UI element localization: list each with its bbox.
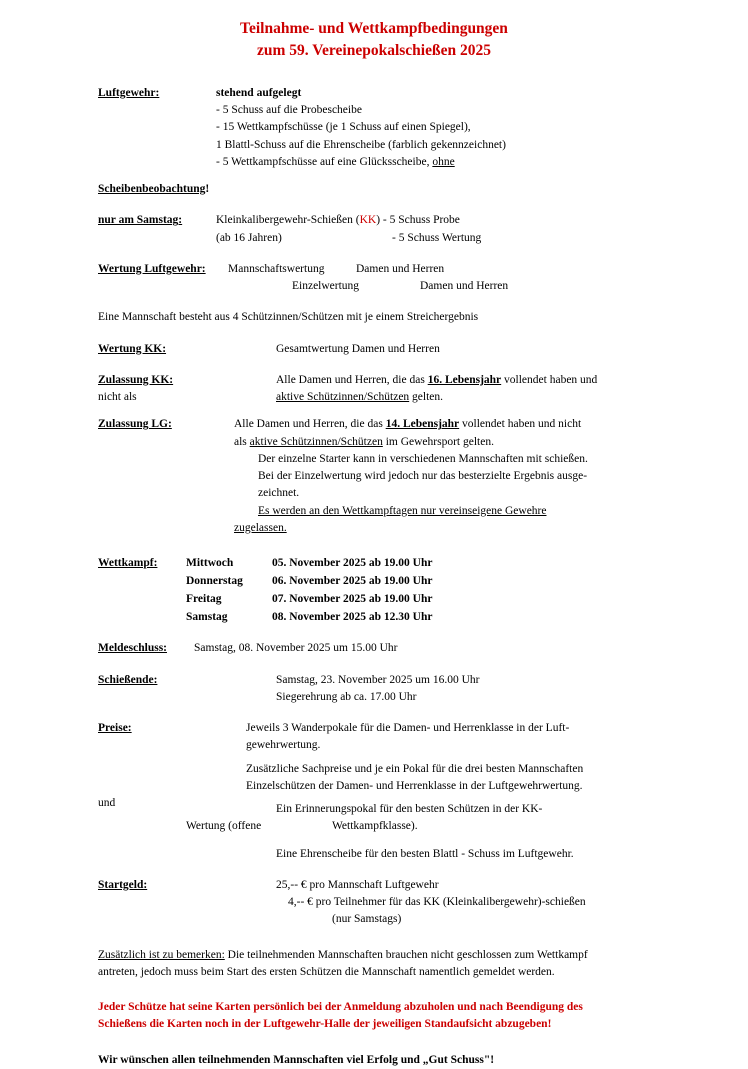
page-title: [0, 18, 748, 63]
wertung-lg-line-2: [228, 278, 724, 295]
zulassung-lg-l1a: Alle Damen und Herren, die das: [234, 418, 386, 431]
wettkampf-date: 05. November 2025 ab 19.00 Uhr: [272, 557, 433, 570]
document-page: [0, 18, 748, 1066]
zulassung-lg-line-2: [234, 434, 724, 451]
zulassung-lg-l2b: im Gewehrsport gelten.: [382, 435, 494, 448]
label-wettkampf: Wettkampf:: [98, 557, 158, 570]
mannschaft-hinweis-text: Eine Mannschaft besteht aus 4 Schützinnen/Schützen mit je einem Streichergebnis: [98, 311, 479, 324]
value-samstag: [216, 212, 724, 247]
luftgewehr-heading: stehend aufgelegt: [216, 86, 302, 99]
label-preise: Preise:: [98, 722, 132, 735]
title-line-1: Teilnahme- und Wettkampfbedingungen: [240, 20, 508, 37]
zusaetzlich-text-1: Die teilnehmenden Mannschaften brauchen nicht geschlossen zum Wettkampf: [224, 948, 588, 961]
samstag-line2-right: - 5 Schuss Wertung: [392, 231, 482, 244]
section-zulassung-lg: [98, 416, 724, 537]
startgeld-line-3: (nur Samstags): [332, 913, 402, 926]
wettkampf-date: 06. November 2025 ab 19.00 Uhr: [272, 575, 433, 587]
schiessende-line-2: Siegerehrung ab ca. 17.00 Uhr: [276, 690, 417, 703]
label-samstag: [98, 212, 216, 229]
preise-line-1: Jeweils 3 Wanderpokale für die Damen- und Herrenklasse in der Luft-: [246, 722, 570, 735]
zusaetzlich-line-2: antreten, jedoch muss beim Start des ersten Schützen die Mannschaft namentlich gemeldet werden.: [98, 965, 555, 978]
wettkampf-day: Mittwoch: [186, 557, 234, 570]
scheibenbeobachtung-suffix: !: [205, 183, 210, 196]
label-zulassung-lg: Zulassung LG:: [98, 418, 172, 431]
zulassung-lg-line-3: Der einzelne Starter kann in verschiedenen Mannschaften mit schießen.: [258, 452, 588, 465]
zusaetzlich-line-1: [98, 947, 724, 964]
rot-hinweis-line-2: Schießens die Karten noch in der Luftgewehr-Halle der jeweiligen Standaufsicht abzugeben!: [98, 1018, 552, 1031]
value-rot-hinweis: [98, 999, 724, 1034]
section-scheibenbeobachtung: [98, 181, 724, 198]
luftgewehr-line-3: 1 Blattl-Schuss auf die Ehrenscheibe (farblich gekennzeichnet): [216, 138, 506, 151]
zulassung-lg-l2a: als: [234, 435, 250, 448]
wettkampf-day: Samstag: [186, 610, 228, 623]
label-preise-wrap: [98, 720, 186, 813]
value-zulassung-kk: [216, 372, 724, 407]
section-wunsch: [98, 1052, 724, 1069]
wettkampf-row: [186, 609, 724, 627]
section-wertung-kk: [98, 341, 724, 358]
wertung-lg-einzel-klassen: Damen und Herren: [420, 280, 509, 293]
zulassung-lg-l1u: 14. Lebensjahr: [385, 418, 460, 431]
section-luftgewehr: [98, 85, 724, 171]
section-wettkampf: [98, 555, 724, 626]
zulassung-lg-l1b: vollendet haben und nicht: [459, 418, 582, 431]
value-schiessende: [216, 672, 724, 707]
wettkampf-date: 08. November 2025 ab 12.30 Uhr: [272, 610, 433, 623]
samstag-text-before: Kleinkalibergewehr-Schießen (: [216, 214, 360, 227]
samstag-line-1: [216, 212, 724, 229]
label-scheibenbeobachtung: Scheibenbeobachtung: [98, 183, 206, 196]
startgeld-line-2: 4,-- € pro Teilnehmer für das KK (Kleinkalibergewehr)-schießen: [288, 896, 586, 909]
wettkampf-day: Donnerstag: [186, 575, 243, 587]
preise-line-5: Ein Erinnerungspokal für den besten Schützen in der KK-: [276, 803, 543, 816]
scheibenbeobachtung-line: [98, 181, 724, 198]
section-zulassung-kk: [98, 372, 724, 407]
rot-hinweis-line-1: Jeder Schütze hat seine Karten persönlich bei der Anmeldung abzuholen und nach Beendigung des: [98, 1001, 583, 1014]
wertung-lg-mannschaft-klassen: Damen und Herren: [356, 262, 445, 275]
title-line-2: zum 59. Vereinepokalschießen 2025: [257, 42, 491, 60]
value-meldeschluss: Samstag, 08. November 2025 um 15.00 Uhr: [194, 642, 398, 655]
section-rot-hinweis: [98, 999, 724, 1034]
wettkampf-row: [186, 573, 724, 591]
wettkampf-row: [186, 591, 724, 609]
samstag-line2-left: (ab 16 Jahren): [216, 231, 282, 244]
zulassung-lg-line-6: Es werden an den Wettkampftagen nur vereinseigene Gewehre: [258, 504, 547, 517]
zulassung-kk-l2b: gelten.: [409, 391, 444, 404]
label-meldeschluss: Meldeschluss:: [98, 642, 167, 655]
label-zusaetzlich: Zusätzlich ist zu bemerken:: [98, 948, 225, 961]
label-zulassung-kk-wrap: [98, 372, 216, 407]
value-startgeld: [216, 877, 724, 929]
label-startgeld: Startgeld:: [98, 878, 148, 891]
section-schiessende: [98, 672, 724, 707]
wettkampf-day: Freitag: [186, 592, 222, 605]
wettkampf-row: [186, 555, 724, 573]
value-zusaetzlich: [98, 947, 724, 982]
luftgewehr-line-2: - 15 Wettkampfschüsse (je 1 Schuss auf einen Spiegel),: [216, 121, 471, 134]
value-wertung-kk: Gesamtwertung Damen und Herren: [276, 342, 440, 355]
startgeld-line-1: 25,-- € pro Mannschaft Luftgewehr: [276, 878, 439, 891]
preise-line-7: Eine Ehrenscheibe für den besten Blattl - Schuss im Luftgewehr.: [276, 847, 574, 860]
zulassung-lg-line-4: Bei der Einzelwertung wird jedoch nur das besterzielte Ergebnis ausge-: [258, 470, 588, 483]
luftgewehr-ohne: ohne: [432, 155, 455, 168]
zulassung-lg-line-7: zugelassen.: [234, 521, 287, 534]
label-wertung-kk: Wertung KK:: [98, 342, 167, 355]
zulassung-kk-line-1: [276, 372, 724, 389]
luftgewehr-line-4: - 5 Wettkampfschüsse auf eine Glücksscheibe, ohne: [216, 155, 455, 168]
label-zulassung-kk-nichtals: nicht als: [98, 391, 137, 404]
samstag-text-after: ) - 5 Schuss Probe: [376, 214, 460, 227]
document-body: [98, 85, 724, 1069]
label-samstag-text: nur am Samstag:: [98, 214, 183, 227]
label-schiessende: Schießende:: [98, 673, 158, 686]
label-wertung-luftgewehr: Wertung Luftgewehr:: [98, 262, 206, 275]
preise-line-4: Einzelschützen der Damen- und Herrenklasse in der Luftgewehrwertung.: [246, 779, 583, 792]
section-zusaetzlich: [98, 947, 724, 982]
samstag-line-2: [216, 230, 724, 247]
section-mannschaft-hinweis: [98, 309, 724, 326]
section-samstag: [98, 212, 724, 247]
preise-line-6-row: [186, 818, 724, 835]
value-preise: [186, 720, 724, 863]
label-preise-und: und: [98, 797, 116, 810]
value-zulassung-lg: [216, 416, 724, 537]
zulassung-kk-l1u: 16. Lebensjahr: [427, 373, 502, 386]
section-wertung-lg: [98, 261, 724, 296]
zulassung-lg-line-5: zeichnet.: [258, 487, 300, 500]
wertung-lg-line-1: [228, 261, 724, 278]
wertung-lg-einzel: Einzelwertung: [292, 280, 360, 293]
zulassung-kk-l1a: Alle Damen und Herren, die das: [276, 373, 428, 386]
label-zulassung-kk: Zulassung KK:: [98, 373, 174, 386]
section-startgeld: [98, 877, 724, 929]
preise-line-2: gewehrwertung.: [246, 739, 321, 752]
value-wettkampf: [186, 555, 724, 626]
label-luftgewehr: Luftgewehr:: [98, 86, 160, 99]
zulassung-kk-l1b: vollendet haben und: [501, 373, 598, 386]
luftgewehr-line-1: - 5 Schuss auf die Probescheibe: [216, 104, 362, 117]
wertung-lg-mannschaft: Mannschaftswertung: [228, 262, 325, 275]
schiessende-line-1: Samstag, 23. November 2025 um 16.00 Uhr: [276, 673, 480, 686]
wettkampf-date: 07. November 2025 ab 19.00 Uhr: [272, 592, 433, 605]
section-preise: [98, 720, 724, 863]
value-luftgewehr: [216, 85, 724, 171]
preise-line-3: Zusätzliche Sachpreise und je ein Pokal für die drei besten Mannschaften: [246, 762, 584, 775]
section-meldeschluss: [98, 640, 724, 657]
value-wertung-luftgewehr: [228, 261, 724, 296]
zulassung-kk-l2u: aktive Schützinnen/Schützen: [276, 391, 410, 404]
wunsch-text: Wir wünschen allen teilnehmenden Mannschaften viel Erfolg und „Gut Schuss"!: [98, 1053, 495, 1066]
preise-line-6: Wettkampfklasse).: [332, 820, 418, 833]
zulassung-kk-line-2: [276, 389, 724, 406]
label-preise-wertung: Wertung (offene: [186, 820, 262, 833]
zulassung-lg-line-1: [234, 416, 724, 433]
samstag-kk: KK: [359, 214, 377, 227]
zulassung-lg-l2u: aktive Schützinnen/Schützen: [249, 435, 383, 448]
